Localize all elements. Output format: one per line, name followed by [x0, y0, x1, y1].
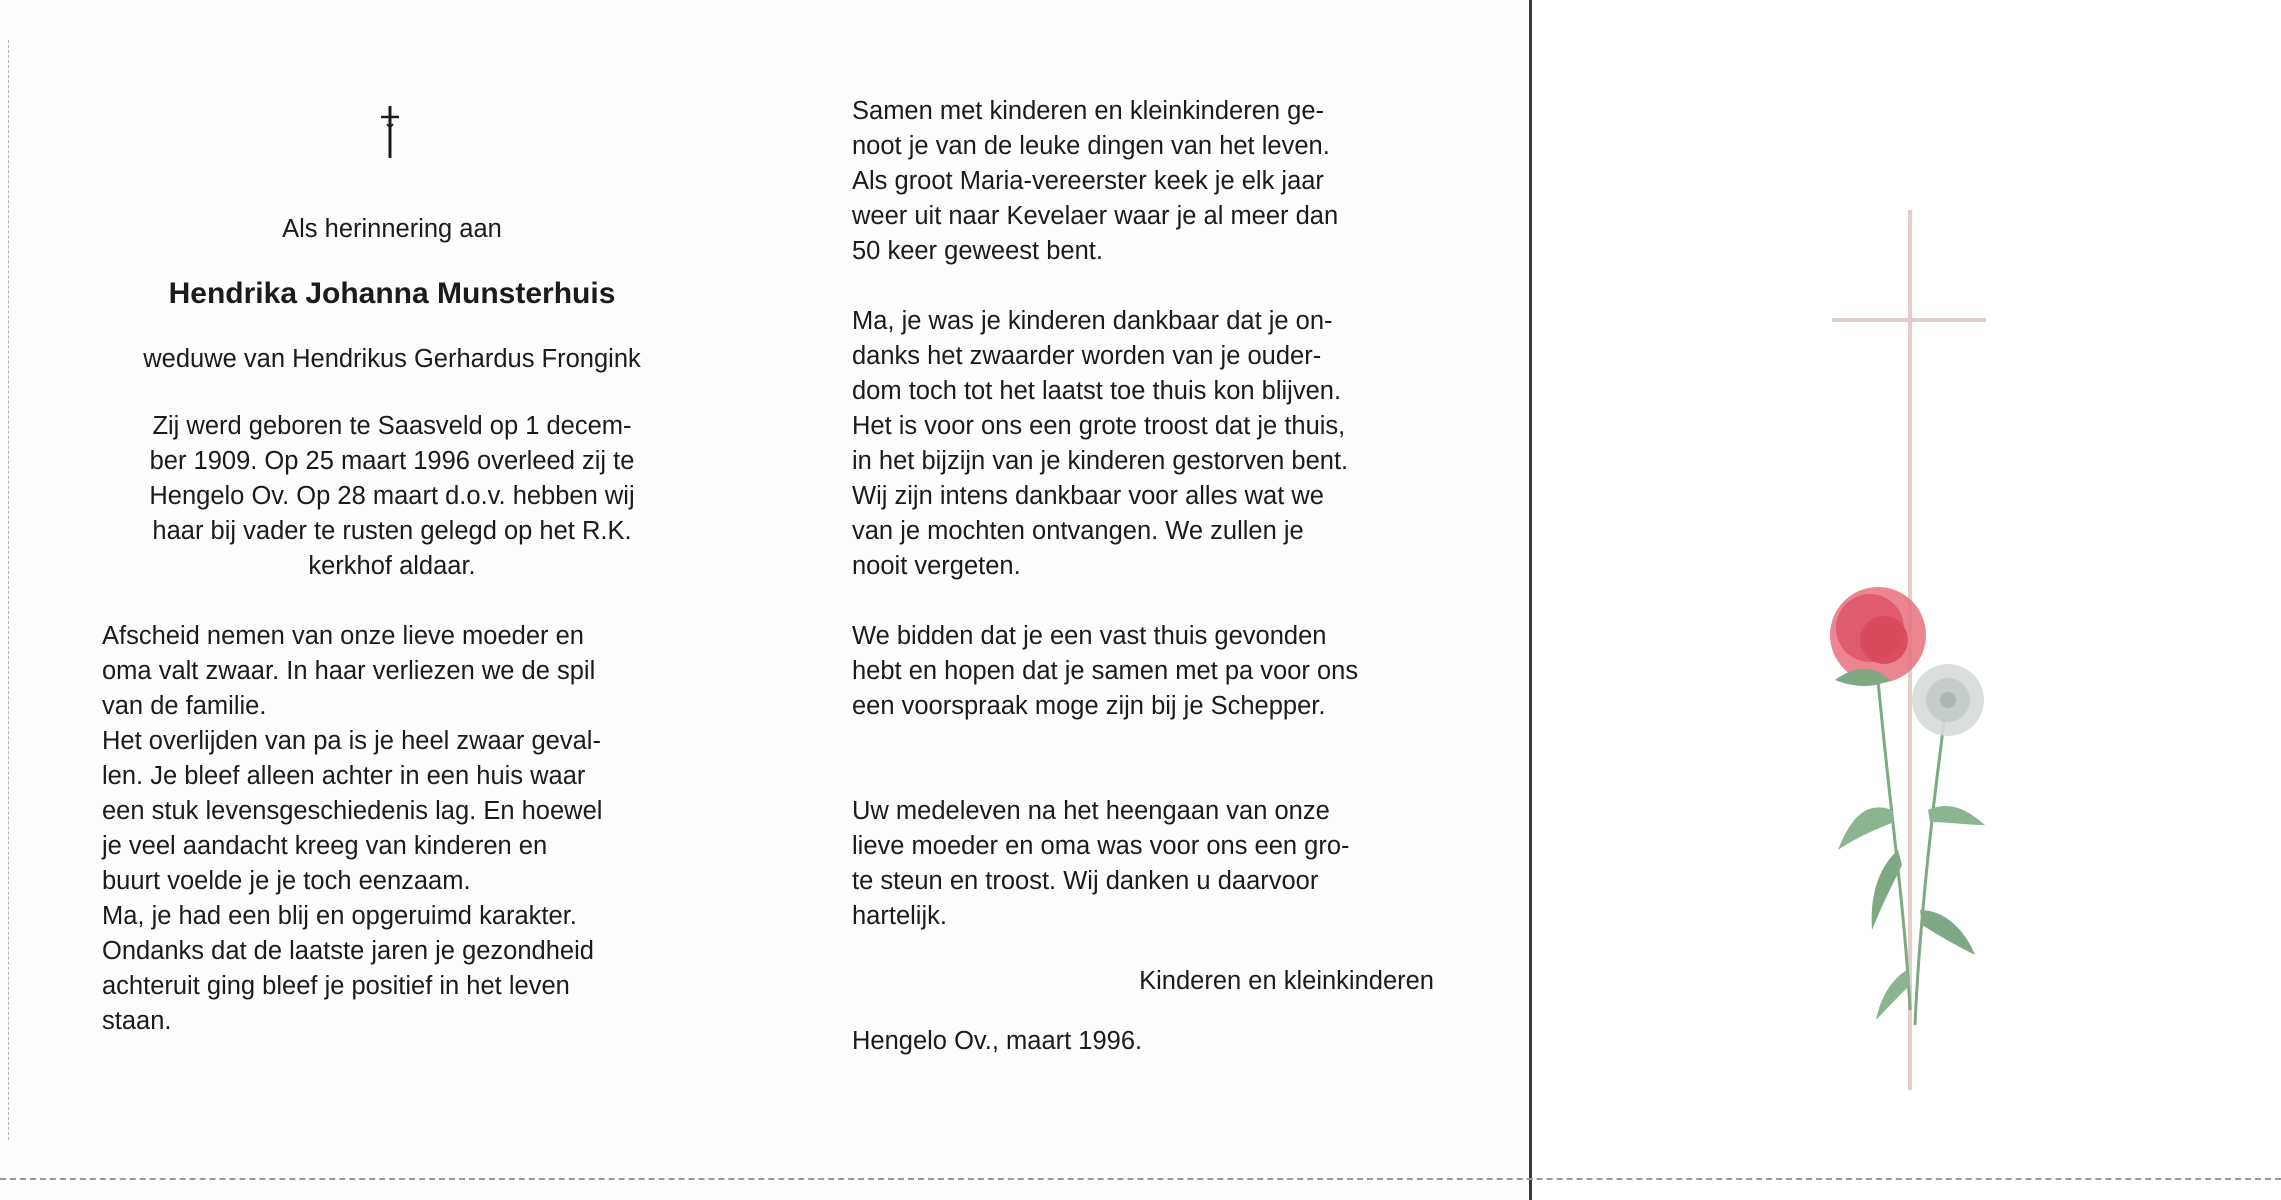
memories-paragraph	[852, 94, 1434, 269]
gratitude-line: Wij zijn intens dankbaar voor alles wat we	[852, 482, 1324, 510]
fold-line	[1529, 0, 1532, 1200]
thanks-line: lieve moeder en oma was voor ons een gro-	[852, 832, 1350, 860]
middle-column	[852, 94, 1434, 1059]
gratitude-line: danks het zwaarder worden van je ouder-	[852, 342, 1322, 370]
thanks-line: hartelijk.	[852, 902, 947, 930]
farewell-line: oma valt zwaar. In haar verliezen we de spil	[102, 657, 596, 685]
memories-line: Samen met kinderen en kleinkinderen ge-	[852, 97, 1325, 125]
intro-text: Als herinnering aan	[282, 215, 502, 243]
gratitude-line: Het is voor ons een grote troost dat je thuis,	[852, 412, 1346, 440]
place-date: Hengelo Ov., maart 1996.	[852, 1027, 1143, 1055]
farewell-line: Afscheid nemen van onze lieve moeder en	[102, 622, 584, 650]
widow-of-text: weduwe van Hendrikus Gerhardus Frongink	[143, 345, 641, 373]
thanks-line: te steun en troost. Wij danken u daarvoor	[852, 867, 1319, 895]
leaf	[1876, 970, 1910, 1020]
farewell-paragraph	[102, 619, 682, 1039]
deceased-name: Hendrika Johanna Munsterhuis	[168, 277, 616, 310]
thanks-line: Uw medeleven na het heengaan van onze	[852, 797, 1330, 825]
memories-line: noot je van de leuke dingen van het leven.	[852, 132, 1330, 160]
gratitude-line: in het bijzijn van je kinderen gestorven bent.	[852, 447, 1349, 475]
card-left-edge	[8, 40, 10, 1140]
farewell-line: Ma, je had een blij en opgeruimd karakter.	[102, 902, 577, 930]
farewell-line: Ondanks dat de laatste jaren je gezondheid	[102, 937, 594, 965]
farewell-line: achteruit ging bleef je positief in het leven	[102, 972, 570, 1000]
leaf	[1872, 850, 1902, 930]
signature: Kinderen en kleinkinderen	[1139, 967, 1434, 995]
farewell-line: Het overlijden van pa is je heel zwaar geval-	[102, 727, 601, 755]
leaf	[1928, 806, 1985, 825]
cross-icon	[370, 102, 410, 162]
light-flower	[1912, 664, 1984, 736]
thanks-paragraph	[852, 794, 1434, 934]
farewell-line: een stuk levensgeschiedenis lag. En hoewel	[102, 797, 603, 825]
card-bottom-edge	[0, 1178, 2281, 1180]
prayer-line: hebt en hopen dat je samen met pa voor ons	[852, 657, 1359, 685]
birth-line: kerkhof aldaar.	[308, 552, 476, 580]
memories-line: Als groot Maria-vereerster keek je elk jaar	[852, 167, 1324, 195]
stem	[1878, 680, 1910, 1010]
cross-flowers-illustration	[1780, 210, 2040, 1110]
gratitude-paragraph	[852, 304, 1434, 584]
birth-line: ber 1909. Op 25 maart 1996 overleed zij te	[149, 447, 635, 475]
prayer-line: We bidden dat je een vast thuis gevonden	[852, 622, 1327, 650]
memories-line: weer uit naar Kevelaer waar je al meer dan	[852, 202, 1339, 230]
cross-horizontal-beam	[1832, 318, 1986, 322]
farewell-line: van de familie.	[102, 692, 267, 720]
left-column	[102, 212, 682, 1039]
prayer-paragraph	[852, 619, 1434, 724]
farewell-line: len. Je bleef alleen achter in een huis waar	[102, 762, 586, 790]
farewell-line: staan.	[102, 1007, 172, 1035]
leaf	[1838, 807, 1894, 850]
farewell-line: buurt voelde je je toch eenzaam.	[102, 867, 471, 895]
birth-line: Hengelo Ov. Op 28 maart d.o.v. hebben wij	[149, 482, 635, 510]
farewell-line: je veel aandacht kreeg van kinderen en	[102, 832, 548, 860]
gratitude-line: dom toch tot het laatst toe thuis kon blijven.	[852, 377, 1342, 405]
birth-paragraph	[102, 409, 682, 584]
prayer-line: een voorspraak moge zijn bij je Schepper.	[852, 692, 1326, 720]
birth-line: haar bij vader te rusten gelegd op het R.K.	[152, 517, 632, 545]
memories-line: 50 keer geweest bent.	[852, 237, 1103, 265]
gratitude-line: Ma, je was je kinderen dankbaar dat je on-	[852, 307, 1333, 335]
birth-line: Zij werd geboren te Saasveld op 1 decem-	[152, 412, 632, 440]
gratitude-line: nooit vergeten.	[852, 552, 1021, 580]
leaf	[1920, 910, 1975, 955]
stem	[1915, 715, 1945, 1025]
gratitude-line: van je mochten ontvangen. We zullen je	[852, 517, 1304, 545]
